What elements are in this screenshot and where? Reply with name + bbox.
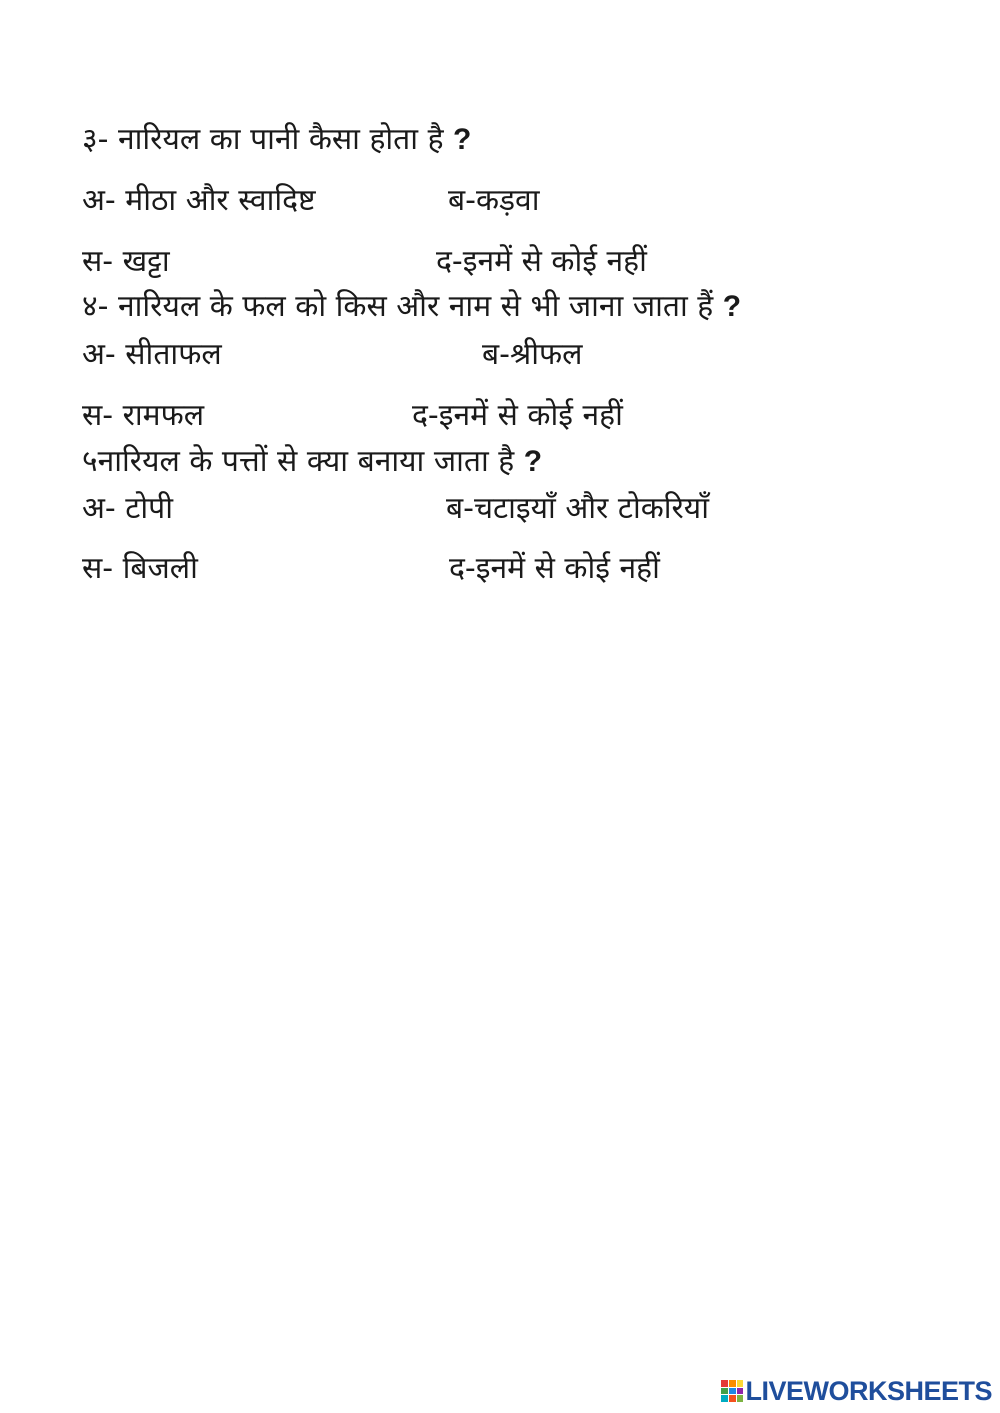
question-mark: ? — [453, 123, 472, 156]
question-text: नारियल के फल को किस और नाम से भी जाना जाता हैं — [117, 289, 714, 324]
question-3 — [82, 120, 471, 160]
option-d: द-इनमें से कोई नहीं — [412, 398, 623, 433]
option-b: ब-चटाइयाँ और टोकरियाँ — [446, 491, 709, 526]
question-mark: ? — [722, 290, 742, 323]
logo-square — [729, 1388, 736, 1395]
liveworksheets-logo — [721, 1375, 992, 1407]
logo-square — [729, 1395, 736, 1402]
logo-square — [737, 1395, 744, 1402]
option-c: स- खट्टा — [82, 244, 170, 279]
logo-square — [737, 1388, 744, 1395]
brand-name: LIVEWORKSHEETS — [745, 1375, 992, 1406]
logo-square — [721, 1388, 728, 1395]
logo-square — [721, 1380, 728, 1387]
option-d: द-इनमें से कोई नहीं — [436, 244, 647, 279]
logo-grid-icon — [721, 1380, 743, 1402]
question-text: नारियल के पत्तों से क्या बनाया जाता है — [97, 444, 515, 479]
option-d: द-इनमें से कोई नहीं — [449, 551, 660, 586]
question-text: नारियल का पानी कैसा होता है — [117, 122, 444, 157]
question-mark: ? — [523, 445, 543, 478]
option-b: ब-कड़वा — [448, 183, 540, 218]
question-4 — [82, 287, 741, 327]
question-number: ४- — [82, 289, 109, 324]
option-a: अ- टोपी — [82, 491, 173, 526]
option-a: अ- सीताफल — [82, 337, 222, 372]
option-a: अ- मीठा और स्वादिष्ट — [82, 183, 316, 218]
logo-square — [721, 1395, 728, 1402]
question-number: ५ — [82, 444, 98, 479]
option-c: स- बिजली — [82, 551, 198, 586]
question-number: ३- — [82, 122, 109, 157]
option-b: ब-श्रीफल — [482, 337, 583, 372]
question-5 — [82, 442, 542, 482]
option-c: स- रामफल — [82, 398, 205, 433]
logo-square — [737, 1380, 744, 1387]
logo-square — [729, 1380, 736, 1387]
